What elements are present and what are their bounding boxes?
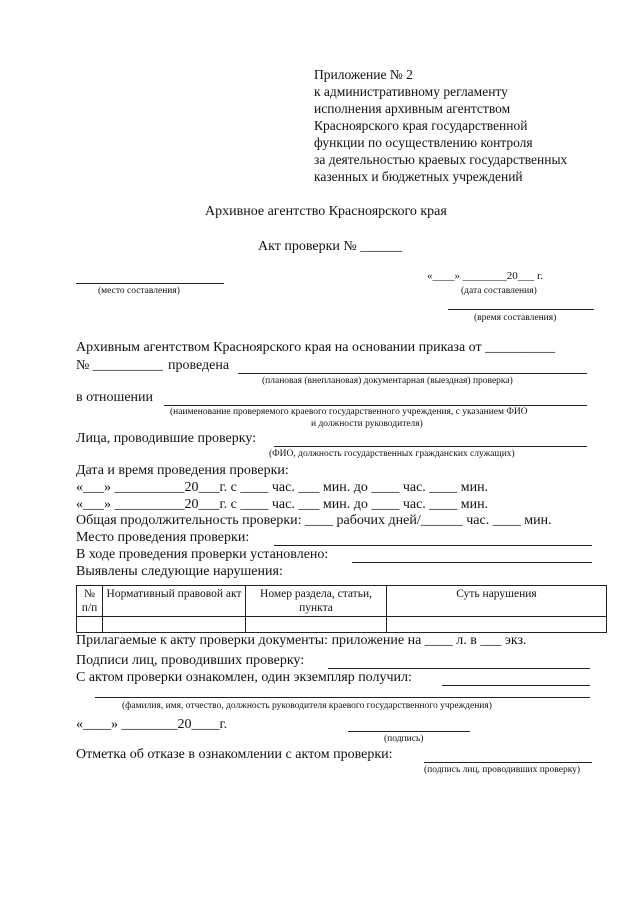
col-header-number: № п/п — [77, 586, 103, 617]
signatures-field[interactable] — [328, 668, 590, 669]
time-caption: (время составления) — [474, 313, 557, 323]
document-title: Акт проверки № ______ — [258, 239, 403, 254]
table-header-row — [77, 586, 607, 617]
place-label: Место проведения проверки: — [76, 530, 250, 545]
header-line: Приложение № 2 — [314, 67, 413, 82]
date-field[interactable]: «____» ________20___ г. — [427, 270, 544, 282]
inspectors-label: Лица, проводившие проверку: — [76, 431, 257, 446]
header-line: исполнения архивным агентством — [314, 101, 511, 116]
regarding-caption-2: и должности руководителя) — [311, 419, 423, 429]
inspection-type-field[interactable] — [238, 373, 587, 374]
header-line: за деятельностью краевых государственных — [314, 152, 568, 167]
table-row — [77, 617, 607, 633]
datetime-row-1[interactable]: «___» __________20___г. с ____ час. ___ мин. до ____ час. ____ мин. — [76, 480, 489, 495]
refusal-label: Отметка об отказе в ознакомлении с актом проверки: — [76, 747, 393, 762]
col-header-essence: Суть нарушения — [387, 586, 607, 617]
header-line: казенных и бюджетных учреждений — [314, 169, 523, 184]
inspectors-caption: (ФИО, должность государственных гражданских служащих) — [269, 449, 515, 459]
refusal-caption: (подпись лиц, проводивших проверку) — [424, 765, 581, 775]
inspectors-field[interactable] — [274, 446, 587, 447]
violations-table — [76, 585, 607, 633]
acquainted-caption: (фамилия, имя, отчество, должность руководителя краевого государственного учреждения) — [122, 701, 492, 711]
acquainted-label: С актом проверки ознакомлен, один экземпляр получил: — [76, 670, 412, 685]
organization-name: Архивное агентство Красноярского края — [205, 204, 447, 219]
header-line: функции по осуществлению контроля — [314, 135, 533, 150]
place-field-line[interactable] — [76, 283, 224, 284]
datetime-label: Дата и время проведения проверки: — [76, 463, 289, 478]
col-header-act: Нормативный правовой акт — [103, 586, 246, 617]
conducted-number: № __________ — [76, 358, 163, 373]
basis-line: Архивным агентством Красноярского края на основании приказа от __________ — [76, 340, 556, 355]
violations-label: Выявлены следующие нарушения: — [76, 564, 283, 579]
signatures-label: Подписи лиц, проводивших проверку: — [76, 653, 305, 668]
table-cell[interactable] — [387, 617, 607, 633]
sign-date-field[interactable]: «____» ________20____г. — [76, 717, 228, 732]
conducted-word: проведена — [168, 358, 230, 373]
established-field[interactable] — [352, 562, 592, 563]
appendix-header — [314, 66, 567, 185]
regarding-field[interactable] — [164, 405, 587, 406]
regarding-caption-1: (наименование проверяемого краевого государственного учреждения, с указанием ФИО — [170, 407, 528, 417]
date-caption: (дата составления) — [461, 286, 537, 296]
duration-line[interactable]: Общая продолжительность проверки: ____ рабочих дней/______ час. ____ мин. — [76, 513, 552, 528]
signature-field[interactable] — [348, 731, 470, 732]
established-label: В ходе проведения проверки установлено: — [76, 547, 329, 562]
signature-caption: (подпись) — [384, 734, 424, 744]
table-cell[interactable] — [103, 617, 246, 633]
refusal-field[interactable] — [424, 762, 592, 763]
col-header-section: Номер раздела, статьи, пункта — [246, 586, 387, 617]
table-cell[interactable] — [246, 617, 387, 633]
header-line: к административному регламенту — [314, 84, 508, 99]
acquainted-field-2[interactable] — [95, 697, 590, 698]
header-line: Красноярского края государственной — [314, 118, 528, 133]
datetime-row-2[interactable]: «___» __________20___г. с ____ час. ___ мин. до ____ час. ____ мин. — [76, 497, 489, 512]
time-field-line[interactable] — [448, 309, 594, 310]
acquainted-field[interactable] — [442, 685, 590, 686]
table-cell[interactable] — [77, 617, 103, 633]
attached-line[interactable]: Прилагаемые к акту проверки документы: приложение на ____ л. в ___ экз. — [76, 633, 527, 648]
place-field[interactable] — [274, 545, 592, 546]
inspection-type-caption: (плановая (внеплановая) документарная (выездная) проверка) — [262, 376, 513, 386]
regarding-label: в отношении — [76, 390, 154, 405]
place-caption: (место составления) — [98, 286, 180, 296]
